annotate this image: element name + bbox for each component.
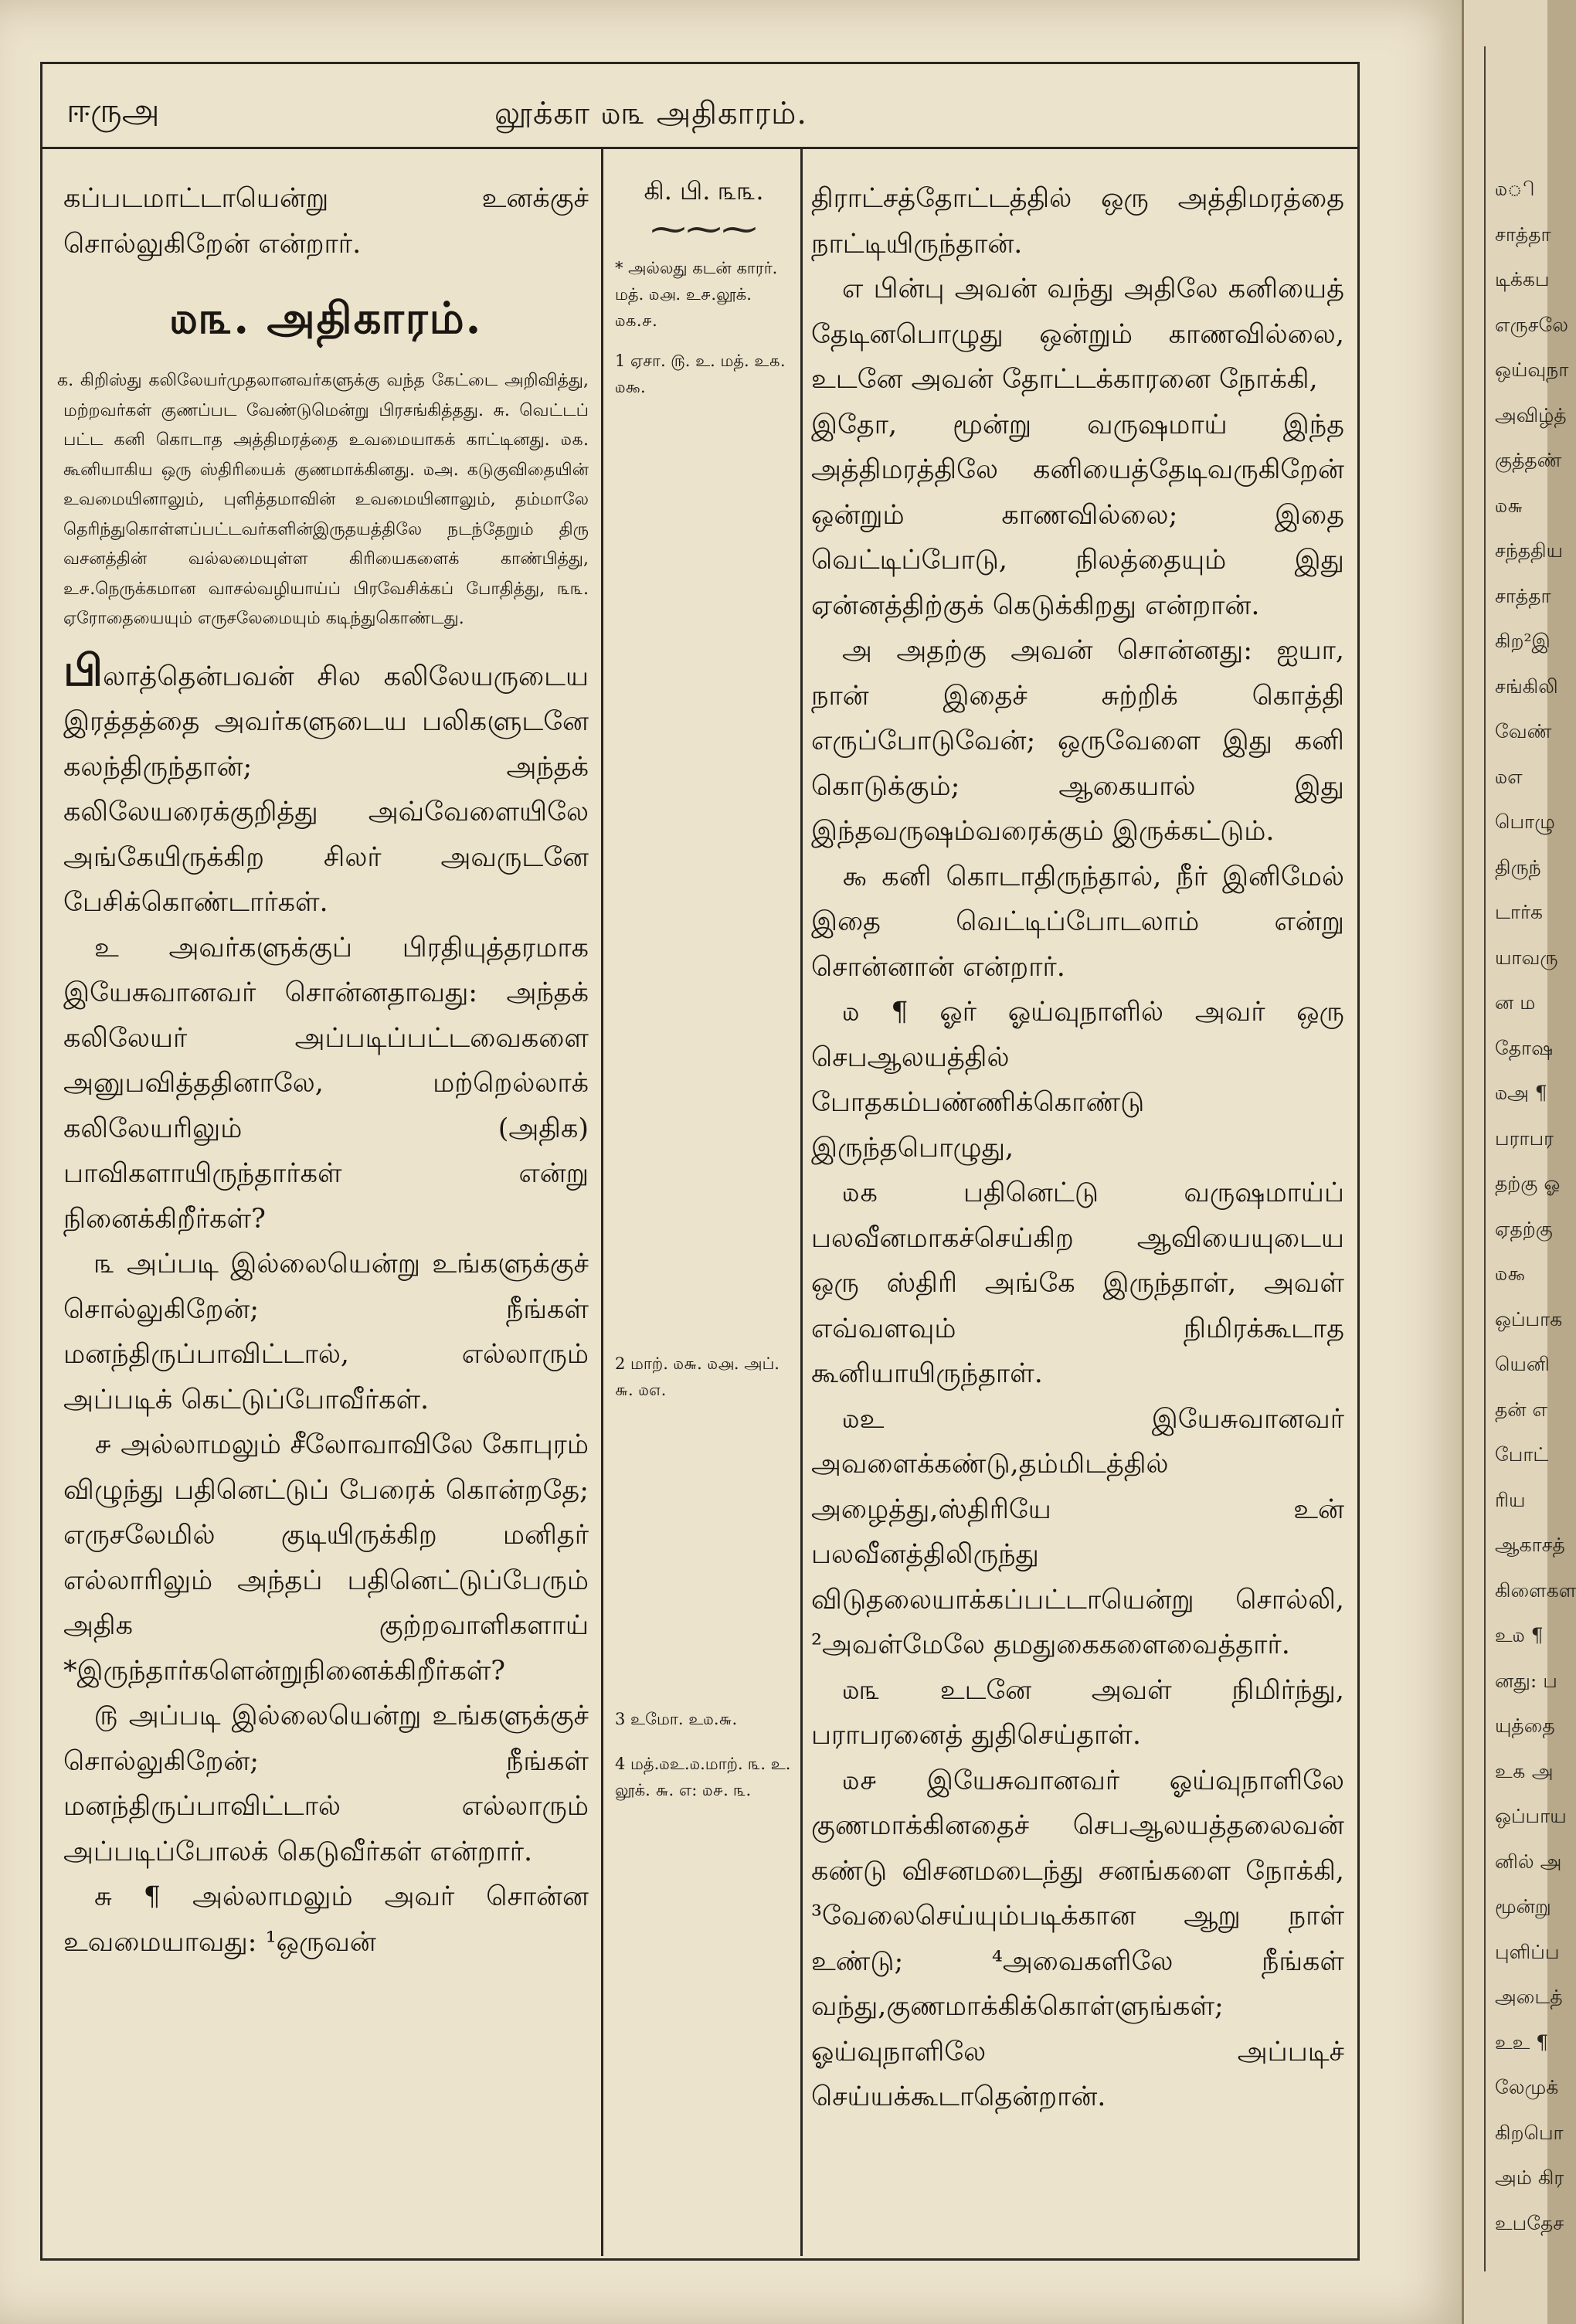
- facing-page-line: லேமுக்: [1495, 2076, 1559, 2098]
- facing-page-line: அடைத்: [1495, 1986, 1563, 2008]
- facing-page-line: அம் கிர: [1495, 2166, 1564, 2189]
- facing-page-line: னில் அ: [1495, 1850, 1562, 1873]
- verse-10: ௰ ¶ ஓர் ஓய்வுநாளில் அவர் ஒரு செபஆலயத்தில் போதகம்பண்ணிக்கொண்டு இருந்தபொழுது,: [811, 997, 1344, 1164]
- left-column: [57, 176, 589, 1965]
- facing-page-line: ஏதற்கு: [1495, 1217, 1553, 1240]
- column-rule-left: [601, 149, 603, 2256]
- verse-1: [63, 644, 589, 926]
- margin-notes-column: [615, 176, 793, 2247]
- facing-page-line: ௰எ: [1495, 765, 1523, 788]
- facing-page-line: னது: ப: [1495, 1669, 1557, 1692]
- facing-page-line: பராபர: [1495, 1126, 1554, 1150]
- verse-14: ௰௪ இயேசுவானவர் ஓய்வுநாளிலே குணமாக்கினதைச் செபஆலயத்தலைவன் கண்டு விசனமடைந்து சனங்களை நோக்கி, ³வேலைசெய்யும்படிக்கான ஆறு நாள் உண்டு; ⁴அவைகளிலே நீங்கள் வந்து,குணமாக்கிக்கொள்ளுங்கள்; ஓய்வுநாளிலே அப்படிச் செய்யக்கூடாதென்றான்.: [811, 1765, 1344, 2112]
- verse-5: ௫ அப்படி இல்லையென்று உங்களுக்குச் சொல்லுகிறேன்; நீங்கள் மனந்திருப்பாவிட்டால் எல்லாரும் அப்படிப்போலக் கெடுவீர்கள் என்றார்.: [63, 1701, 589, 1867]
- verse-6: சு ¶ அல்லாமலும் அவர் சொன்ன உவமையாவது: ¹ஒருவன்: [63, 1881, 589, 1958]
- drop-cap: பி: [63, 644, 104, 696]
- verse-11: ௰௧ பதினெட்டு வருஷமாய்ப் பலவீனமாகச்செய்கிற ஆவியையுடைய ஒரு ஸ்திரி அங்கே இருந்தாள், அவள் எவ்வளவும் நிமிரக்கூடாத கூனியாயிருந்தாள்.: [811, 1177, 1344, 1389]
- facing-page-line: ஒய்வுநா: [1495, 358, 1569, 381]
- facing-page-line: பொழு: [1495, 810, 1555, 833]
- facing-page-line: யாவரு: [1495, 946, 1558, 969]
- facing-page-line: சங்கிலி: [1495, 674, 1558, 698]
- note-1: 1 ஏசா. ௫. உ. மத். உ௧. ௰௯.: [615, 352, 786, 396]
- verse-4: ௪ அல்லாமலும் சீலோவாவிலே கோபுரம் விழுந்து பதினெட்டுப் பேரைக் கொன்றதே; எருசலேமில் குடியிருக்கிற மனிதர் எல்லாரிலும் அந்தப் பதினெட்டுப்பேரும் அதிக குற்றவாளிகளாய் *இருந்தார்களென்றுநினைக்கிறீர்கள்?: [63, 1429, 589, 1687]
- facing-page-line: சந்ததிய: [1495, 539, 1564, 562]
- facing-page-line: டார்க: [1495, 901, 1544, 923]
- facing-page-line: மூன்று: [1495, 1895, 1551, 1918]
- facing-page-line: ௰ி: [1495, 178, 1535, 200]
- note-2: 2 மாற். ௰௬. ௰௮. அப். ௬. ௰௭.: [615, 1354, 780, 1399]
- facing-page-line: சாத்தா: [1495, 223, 1551, 246]
- chapter-heading: ௰௩. அதிகாரம்.: [169, 293, 483, 344]
- right-column: [811, 176, 1344, 2120]
- facing-page-line: ன ம: [1495, 991, 1536, 1014]
- facing-page-line: திருந்: [1495, 855, 1541, 878]
- column-rule-right: [800, 149, 803, 2256]
- verse-6-continuation: திராட்சத்தோட்டத்தில் ஒரு அத்திமரத்தை நாட்டியிருந்தான்.: [811, 183, 1344, 260]
- page-number: ஈருஅ: [66, 91, 160, 131]
- facing-page-line: தோஷ: [1495, 1036, 1554, 1059]
- verse-6b: எ பின்பு அவன் வந்து அதிலே கனியைத் தேடினபொழுது ஒன்றும் காணவில்லை, உடனே அவன் தோட்டக்காரனை நோக்கி,: [811, 274, 1344, 395]
- chapter-synopsis: க. கிறிஸ்து கலிலேயர்முதலானவர்களுக்கு வந்த கேட்டை அறிவித்து, மற்றவர்கள் குணப்பட வேண்டுமென்று பிரசங்கித்தது. சு. வெட்டப் பட்ட கனி கொடாத அத்திமரத்தை உவமையாகக் காட்டினது. ௰௧. கூனியாகிய ஒரு ஸ்திரியைக் குணமாக்கினது. ௰அ. கடுகுவிதையின் உவமையினாலும், புளித்தமாவின் உவமையினாலும், தம்மாலே தெரிந்துகொள்ளப்பட்டவர்களின்இருதயத்திலே நடந்தேறும் திரு வசனத்தின் வல்லமையுள்ள கிரியைகளைக் காண்பித்து, உ௪.நெருக்கமான வாசல்வழியாய்ப் பிரவேசிக்கப் போதித்து, ௩௩. ஏரோதையையும் எருசலேமையும் கடிந்துகொண்டது.: [57, 371, 589, 628]
- verse-9: ௯ கனி கொடாதிருந்தால், நீர் இனிமேல் இதை வெட்டிப்போடலாம் என்று சொன்னான் என்றார்.: [811, 861, 1344, 983]
- verse-1-text: லாத்தென்பவன் சில கலிலேயருடைய இரத்தத்தை அவர்களுடைய பலிகளுடனே கலந்திருந்தான்; அந்தக் கலிலேயரைக்குறித்து அவ்வேளையிலே அங்கேயிருக்கிற சிலர் அவருடனே பேசிக்கொண்டார்கள்.: [63, 661, 589, 918]
- facing-page-line: சாத்தா: [1495, 584, 1551, 607]
- facing-page-line: உ௰ ¶: [1495, 1624, 1544, 1646]
- note-4: 4 மத்.௰உ.௰.மாற். ௩. உ. லூக். ௬. எ: ௰௪. ௩.: [615, 1755, 791, 1799]
- running-head: லூக்கா ௰௩ அதிகாரம்.: [494, 96, 808, 131]
- facing-page-line: தற்கு ஓ: [1495, 1172, 1561, 1194]
- facing-page-line: யுத்தை: [1495, 1714, 1555, 1737]
- facing-page-line: உஉ ¶: [1495, 2030, 1549, 2054]
- verse-7: இதோ, மூன்று வருஷமாய் இந்த அத்திமரத்திலே கனியைத்தேடிவருகிறேன் ஒன்றும் காணவில்லை; இதை வெட்டிப்போடு, நிலத்தையும் இது ஏன்னத்திற்குக் கெடுக்கிறது என்றான்.: [811, 409, 1344, 621]
- facing-page-line: கிறபொ: [1495, 2121, 1564, 2144]
- ornament-swash: ⁓⁓⁓: [650, 208, 757, 250]
- facing-page-line: ஒப்பாய: [1495, 1805, 1567, 1827]
- facing-page-line: யெனி: [1495, 1353, 1550, 1375]
- verse-8: அ அதற்கு அவன் சொன்னது: ஐயா, நான் இதைச் சுற்றிக் கொத்தி எருப்போடுவேன்; ஒருவேளை இது கனி கொடுக்கும்; ஆகையால் இது இந்தவருஷம்வரைக்கும் இருக்கட்டும்.: [811, 635, 1344, 847]
- facing-page-line: கிளைகள: [1495, 1578, 1576, 1602]
- verse-13: ௰௩ உடனே அவள் நிமிர்ந்து, பராபரனைத் துதிசெய்தாள்.: [811, 1674, 1344, 1751]
- facing-page-line: புளிப்ப: [1495, 1940, 1560, 1963]
- facing-page-line: ௰அ ¶: [1495, 1082, 1547, 1104]
- facing-page-line: அவிழ்த்: [1495, 403, 1567, 426]
- facing-page-line: போட்: [1495, 1443, 1549, 1466]
- facing-page-line: ஆகாசத்: [1495, 1534, 1565, 1556]
- facing-page-line: ௰௯: [1495, 1262, 1526, 1285]
- note-star: * அல்லது கடன் காரர். மத். ௰௮. உ௪.லூக். ௰௧.௪.: [615, 259, 778, 330]
- year-heading: கி. பி. ௩௩.: [644, 176, 764, 206]
- facing-page-line: தன் எ: [1495, 1398, 1547, 1421]
- note-3: 3 உமோ. உ௰.௬.: [615, 1710, 738, 1728]
- facing-page-line: உபதேச: [1495, 2211, 1564, 2234]
- facing-page-line: உ௧ அ: [1495, 1759, 1554, 1782]
- verse-2: உ அவர்களுக்குப் பிரதியுத்தரமாக இயேசுவானவர் சொன்னதாவது: அந்தக் கலிலேயர் அப்படிப்பட்டவைகளை அனுபவித்ததினாலே, மற்றெல்லாக் கலிலேயரிலும் (அதிக) பாவிகளாயிருந்தார்கள் என்று நினைக்கிறீர்கள்?: [63, 932, 589, 1235]
- verse-3: ௩ அப்படி இல்லையென்று உங்களுக்குச் சொல்லுகிறேன்; நீங்கள் மனந்திருப்பாவிட்டால், எல்லாரும் அப்படிக் கெட்டுப்போவீர்கள்.: [63, 1249, 589, 1415]
- verse-12: ௰உ இயேசுவானவர் அவளைக்கண்டு,தம்மிடத்தில் அழைத்து,ஸ்திரியே உன் பலவீனத்திலிருந்து விடுதலையாக்கப்பட்டாயென்று சொல்லி, ²அவள்மேலே தமதுகைகளைவைத்தார்.: [811, 1403, 1344, 1660]
- facing-page-edge: [1462, 0, 1576, 2324]
- facing-page-line: ரிய: [1495, 1488, 1526, 1511]
- facing-page-line: ௰௬: [1495, 494, 1523, 517]
- facing-page-line: ஒப்பாக: [1495, 1307, 1563, 1330]
- verse-continuation: கப்படமாட்டாயென்று உனக்குச் சொல்லுகிறேன் என்றார்.: [63, 183, 589, 260]
- facing-page-line: டிக்கப: [1495, 268, 1550, 290]
- facing-page-line: கிற²இ: [1495, 630, 1551, 652]
- facing-page-line: குத்தண்: [1495, 449, 1562, 471]
- header-rule: [40, 147, 1360, 149]
- facing-page-line: வேண்: [1495, 720, 1552, 742]
- facing-page-line: எருசலே: [1495, 313, 1569, 336]
